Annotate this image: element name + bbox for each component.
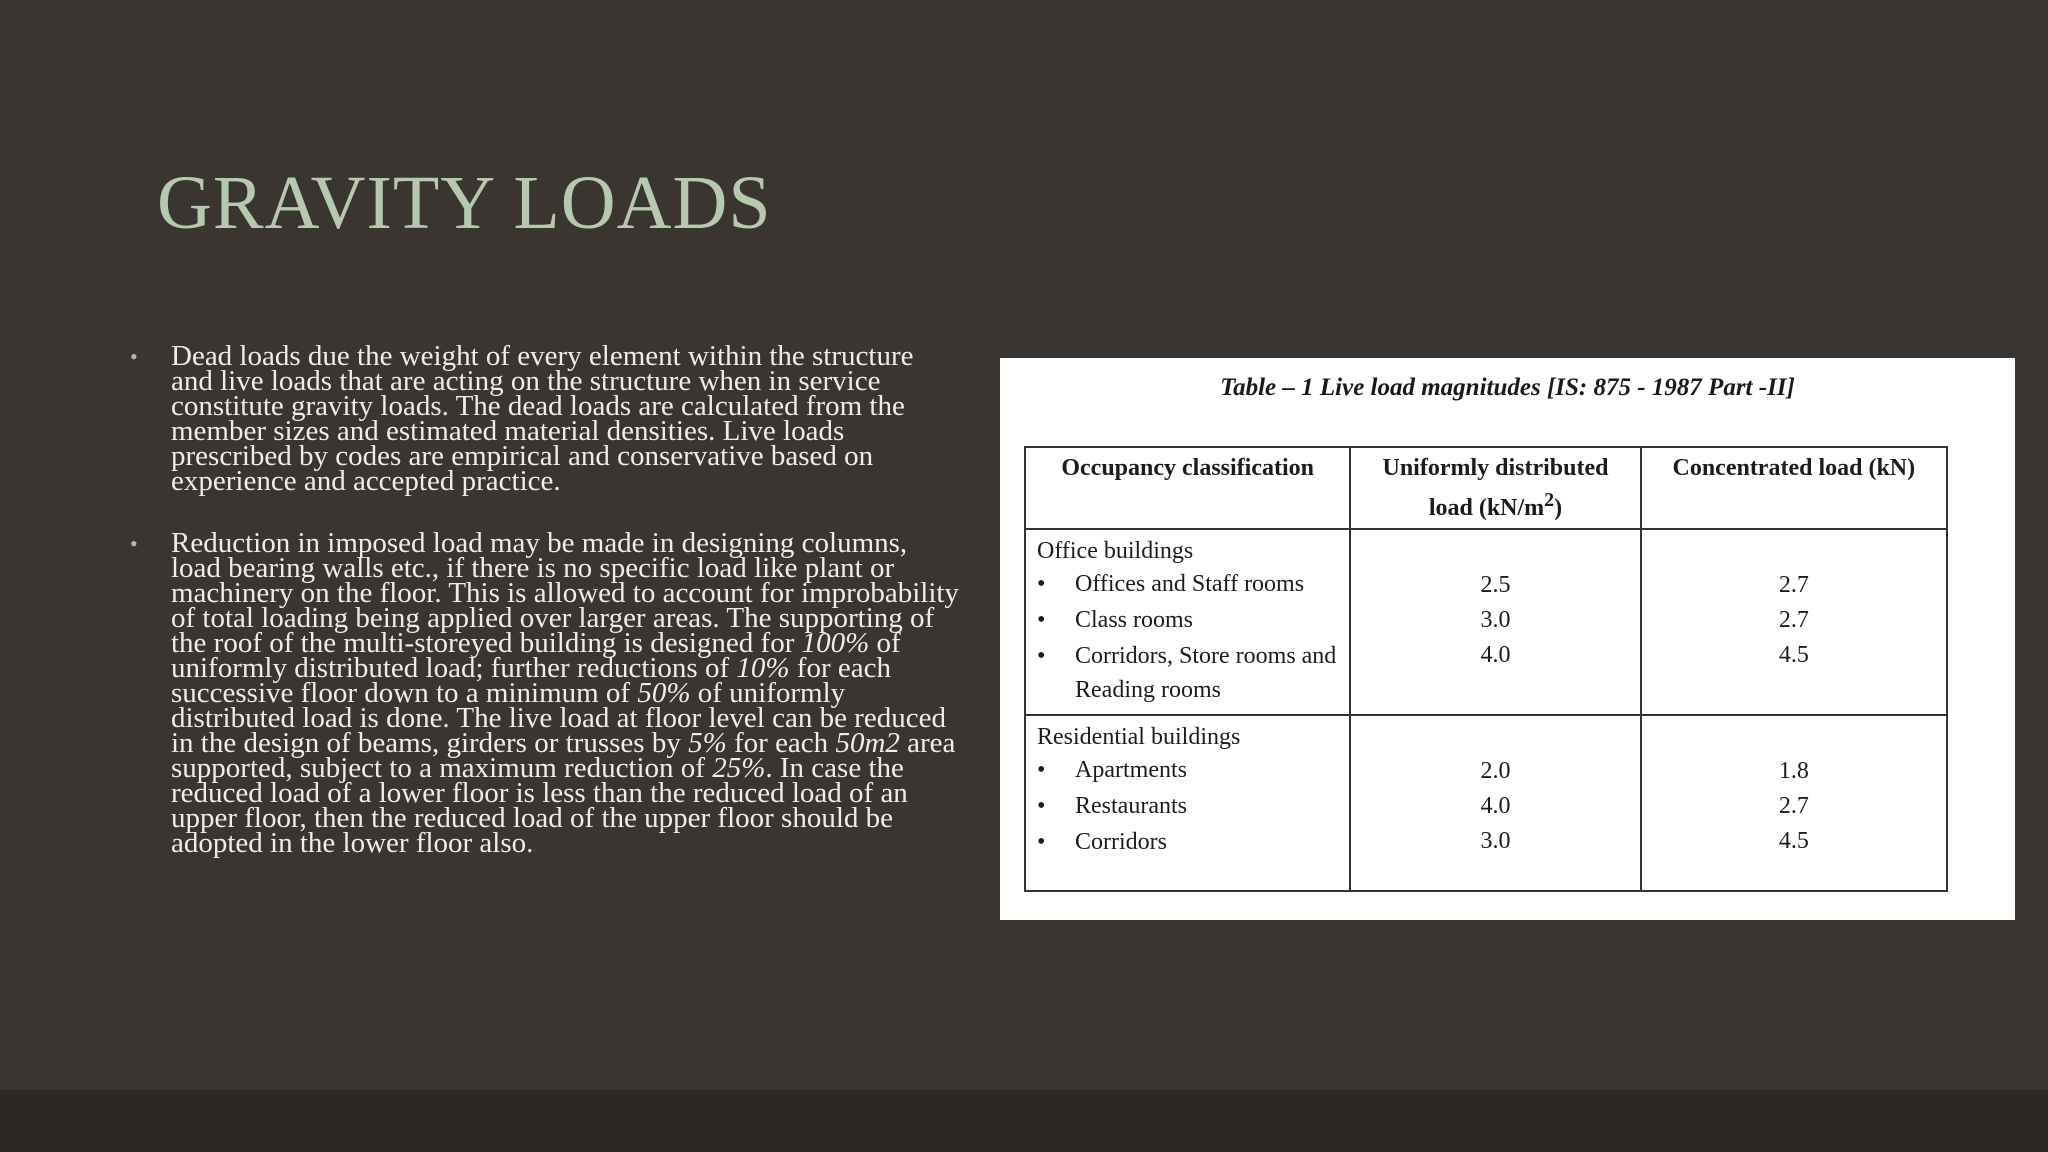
udl-value: 3.0 [1480,828,1511,854]
live-load-table-image [1000,358,2015,920]
list-item: • Restaurants [1037,789,1340,825]
header-udl [1350,447,1640,529]
udl-value: 2.0 [1480,758,1511,784]
bullet-dot-icon: • [130,531,138,556]
emphasis-text: 5% [688,727,727,759]
concentrated-value: 2.7 [1778,572,1809,598]
occupancy-cell [1025,715,1350,891]
text-segment: of uniformly distributed load; further reductions of [171,627,901,684]
header-udl-line1: Uniformly distributed [1382,455,1609,481]
udl-cell [1350,715,1640,891]
concentrated-value: 4.5 [1778,828,1809,854]
list-item: • Corridors, Store rooms and Reading rooms [1037,639,1340,707]
occupancy-cell [1025,529,1350,715]
text-segment: . In case the reduced load of a lower floor is less than the reduced load of an upper floor, then the reduced load of the upper floor should be adopted in the lower floor also. [171,752,908,859]
footer-band [0,1090,2048,1152]
emphasis-text: 50m2 [835,727,900,759]
occupancy-items [1027,567,1348,713]
udl-value: 3.0 [1480,607,1511,633]
table-caption: Table – 1 Live load magnitudes [IS: 875 - 1987 Part -II] [1220,374,1795,401]
text-segment: for each [726,727,836,759]
text-segment: for each successive floor down to a minimum of [171,652,891,709]
concentrated-value: 1.8 [1778,758,1809,784]
header-udl-close: ) [1554,495,1563,521]
text-segment: area supported, subject to a maximum reduction of [171,727,956,784]
udl-value: 4.0 [1480,642,1511,668]
bullet-text [171,340,913,497]
bullet-dot-icon: • [130,344,138,369]
udl-cell [1350,529,1640,715]
table-row [1025,715,1947,891]
concentrated-cell [1641,715,1947,891]
emphasis-text: 25% [712,752,766,784]
list-item: • Corridors [1037,825,1340,861]
udl-value: 2.5 [1480,572,1511,598]
emphasis-text: 100% [801,627,870,659]
concentrated-value: 2.7 [1778,793,1809,819]
header-udl-line2: load (kN/m [1428,495,1545,521]
slide-title: GRAVITY LOADS [157,161,772,245]
header-udl-superscript: 2 [1544,489,1555,511]
table-header-row [1025,447,1947,529]
table-row [1025,529,1947,715]
list-item: • Class rooms [1037,603,1340,639]
concentrated-value: 4.5 [1778,642,1809,668]
concentrated-value: 2.7 [1778,607,1809,633]
bullet-load-reduction [130,527,960,859]
emphasis-text: 50% [637,677,691,709]
list-item: • Apartments [1037,753,1340,789]
header-occupancy: Occupancy classification [1025,447,1350,529]
text-segment: of uniformly distributed load is done. The live load at floor level can be reduced in the design of beams, girders or trusses by [171,677,946,759]
udl-value: 4.0 [1480,793,1511,819]
group-title: Office buildings [1037,538,1194,564]
list-item: • Offices and Staff rooms [1037,567,1340,603]
concentrated-cell [1641,529,1947,715]
group-title: Residential buildings [1037,724,1241,750]
bullet-list [130,340,960,893]
text-segment: Dead loads due the weight of every element within the structure and live loads that are acting on the structure when in service constitute gravity loads. The dead loads are calculated from the member sizes and estimated material densities. Live loads prescribed by codes are empirical and conservative based on experience and accepted practice. [171,340,914,497]
header-concentrated: Concentrated load (kN) [1641,447,1947,529]
bullet-text [171,527,959,859]
live-load-table [1024,446,1948,892]
emphasis-text: 10% [736,652,790,684]
bullet-dead-loads [130,340,960,497]
occupancy-items [1027,753,1348,867]
text-segment: Reduction in imposed load may be made in designing columns, load bearing walls etc., if there is no specific load like plant or machinery on the floor. This is allowed to account for improbability of total loading being applied over larger areas. The supporting of the roof of the multi-storeyed building is designed for [171,527,959,659]
